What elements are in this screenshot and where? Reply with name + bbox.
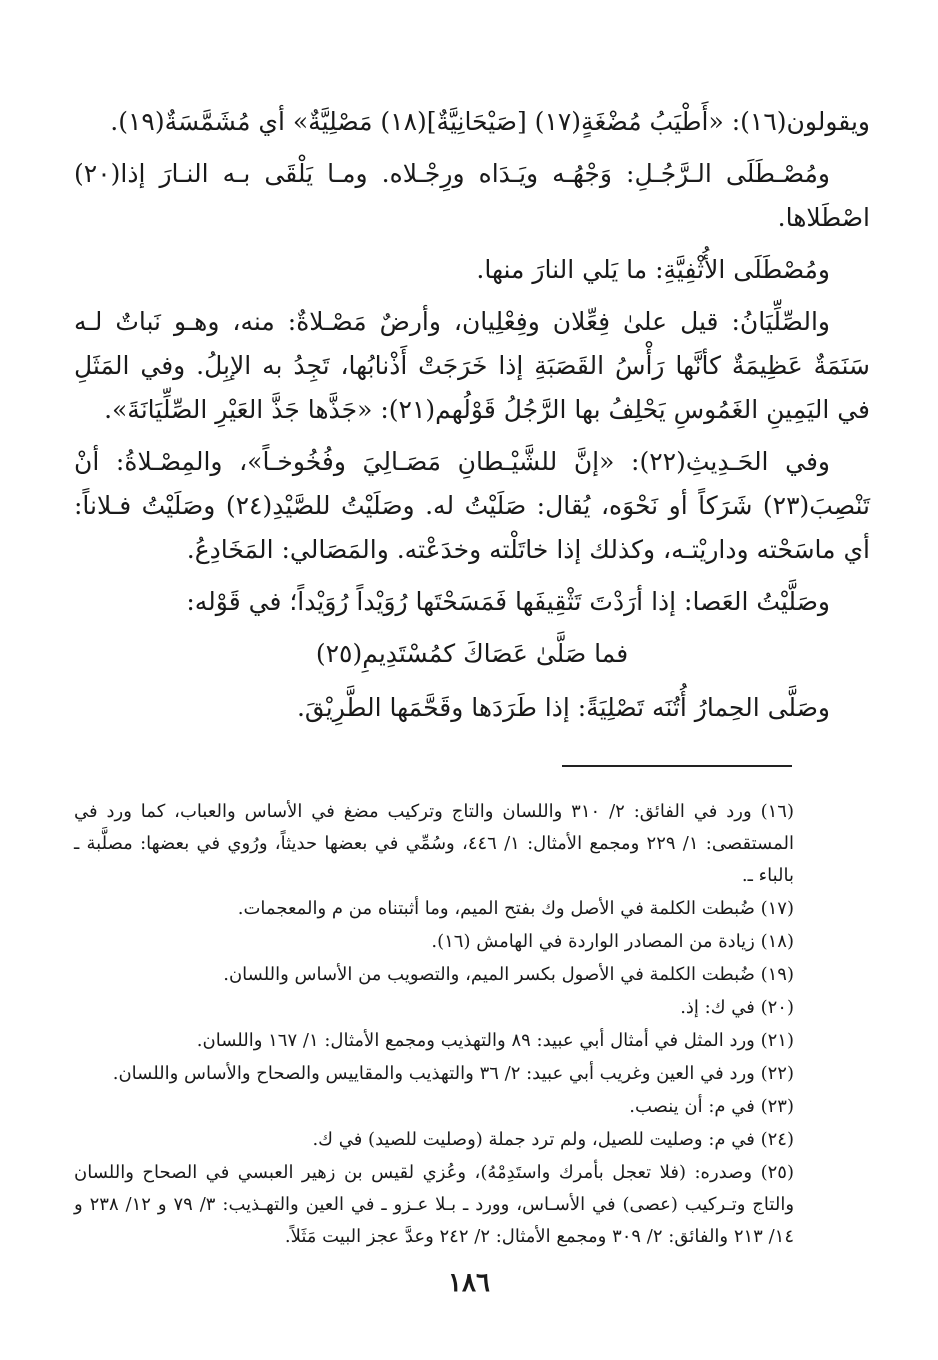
footnotes xyxy=(74,796,794,1254)
footnote: (١٩) ضُبطت الكلمة في الأصول بكسر الميم، والتصويب من الأساس واللسان. xyxy=(223,964,794,985)
footnote: (٢٢) ورد في العين وغريب أبي عبيد: ٢/ ٣٦ والتهذيب والمقاييس والصحاح والأساس واللسان. xyxy=(112,1063,794,1084)
page-number: ١٨٦ xyxy=(448,1268,490,1298)
paragraph: ويقولون(١٦): «أَطْيَبُ مُضْغَةٍ(١٧) [صَيْحَانِيَّةٌ](١٨) مَصْلِيَّةٌ» أي مُشَمَّسَةٌ(١٩). xyxy=(110,107,870,136)
verse-line: فما صَلَّىٰ عَصَاكَ كمُسْتَدِيمِ(٢٥) xyxy=(315,639,629,668)
main-text xyxy=(74,100,870,738)
footnote: (١٨) زيادة من المصادر الواردة في الهامش (١٦). xyxy=(431,931,794,952)
paragraph: وفي الحَـدِيثِ(٢٢): «إنَّ للشَّيْـطانِ مَصَـالِيَ وفُخُوخـاً»، والمِصْـلاةُ: أنْ تَنْصِبَ(٢٣) شَرَكاً أو نَحْوَه، يُقال: صَلَيْتُ له. وصَلَيْتُ للصَّيْدِ(٢٤) وصَلَيْتُ فـلاناً: أي ماسَحْته وداريْتـه، وكذلك إذا خاتَلْته وخدَعْته. والمَصَالي: المَخَادِعُ. xyxy=(74,447,870,564)
paragraph: ومُصْطَلَى الأُثْفِيَّةِ: ما يَلي النارَ منها. xyxy=(476,255,830,284)
footnote: (١٦) ورد في الفائق: ٢/ ٣١٠ واللسان والتاج وتركيب مضغ في الأساس والعباب، كما ورد في المستقصى: ١/ ٢٢٩ ومجمع الأمثال: ١/ ٤٤٦، وسُمِّي في بعضها حديثاً، ورُوي في بعضها: مصلَّبة ـ بالباء ـ. xyxy=(74,801,794,886)
footnote: (١٧) ضُبطت الكلمة في الأصل وك بفتح الميم، وما أثبتناه من م والمعجمات. xyxy=(237,898,794,919)
paragraph: وصَلَّى الحِمارُ أُتُنَه تَصْلِيَةً: إذا طَرَدَها وقَحَّمَها الطَّرِيْقَ. xyxy=(296,693,830,722)
paragraph: والصِّلِّيَانُ: قيل علىٰ فِعِّلان وفِعْلِيان، وأرضٌ مَصْـلاةٌ: منه، وهـو نَباتٌ لـه سَنَمَةٌ عَظِيمَةٌ كأنَّها رَأْسُ القَصَبَةِ إذا خَرَجَتْ أَذْنابُها، تَجِدُ به الإبِلُ. وفي المَثَلِ في اليَمِينِ الغَمُوسِ يَحْلِفُ بها الرَّجُلُ قَوْلُهم(٢١): «جَذَّها جَذَّ العَيْرِ الصِّلِّيَانَةَ». xyxy=(74,307,870,424)
footnote: (٢١) ورد المثل في أمثال أبي عبيد: ٨٩ والتهذيب ومجمع الأمثال: ١/ ١٦٧ واللسان. xyxy=(196,1030,794,1051)
footnote-divider xyxy=(562,765,792,767)
paragraph: ومُصْـطَلَى الـرَّجُـلِ: وَجْهُـه ويَـدَاه ورِجْـلاه. ومـا يَلْقَى بـه النـارَ إذا(٢٠) اصْطَلاها. xyxy=(74,159,870,232)
footnote: (٢٣) في م: أن ينصب. xyxy=(629,1096,794,1117)
footnote: (٢٤) في م: وصليت للصيل، ولم ترد جملة (وصليت للصيد) في ك. xyxy=(312,1129,794,1150)
paragraph: وصَلَّيْتُ العَصا: إذا أرَدْتَ تَثْقِيفَها فَمَسَحْتَها رُوَيْداً رُوَيْداً؛ في قَوْله: xyxy=(186,587,830,616)
footnote: (٢٥) وصدره: (فلا تعجل بأمرك واستَدِمْهُ)، وعُزي لقيس بن زهير العبسي في الصحاح واللسان والتاج وتـركيب (عصى) في الأسـاس، وورد ـ بـلا عـزو ـ في العين والتهـذيب: ٣/ ٧٩ و ١٢/ ٢٣٨ و ١٤/ ٢١٣ والفائق: ٢/ ٣٠٩ ومجمع الأمثال: ٢/ ٢٤٢ وعدَّ عجز البيت مَثَلاً. xyxy=(74,1162,795,1247)
footnote: (٢٠) في ك: إذ. xyxy=(680,997,794,1018)
